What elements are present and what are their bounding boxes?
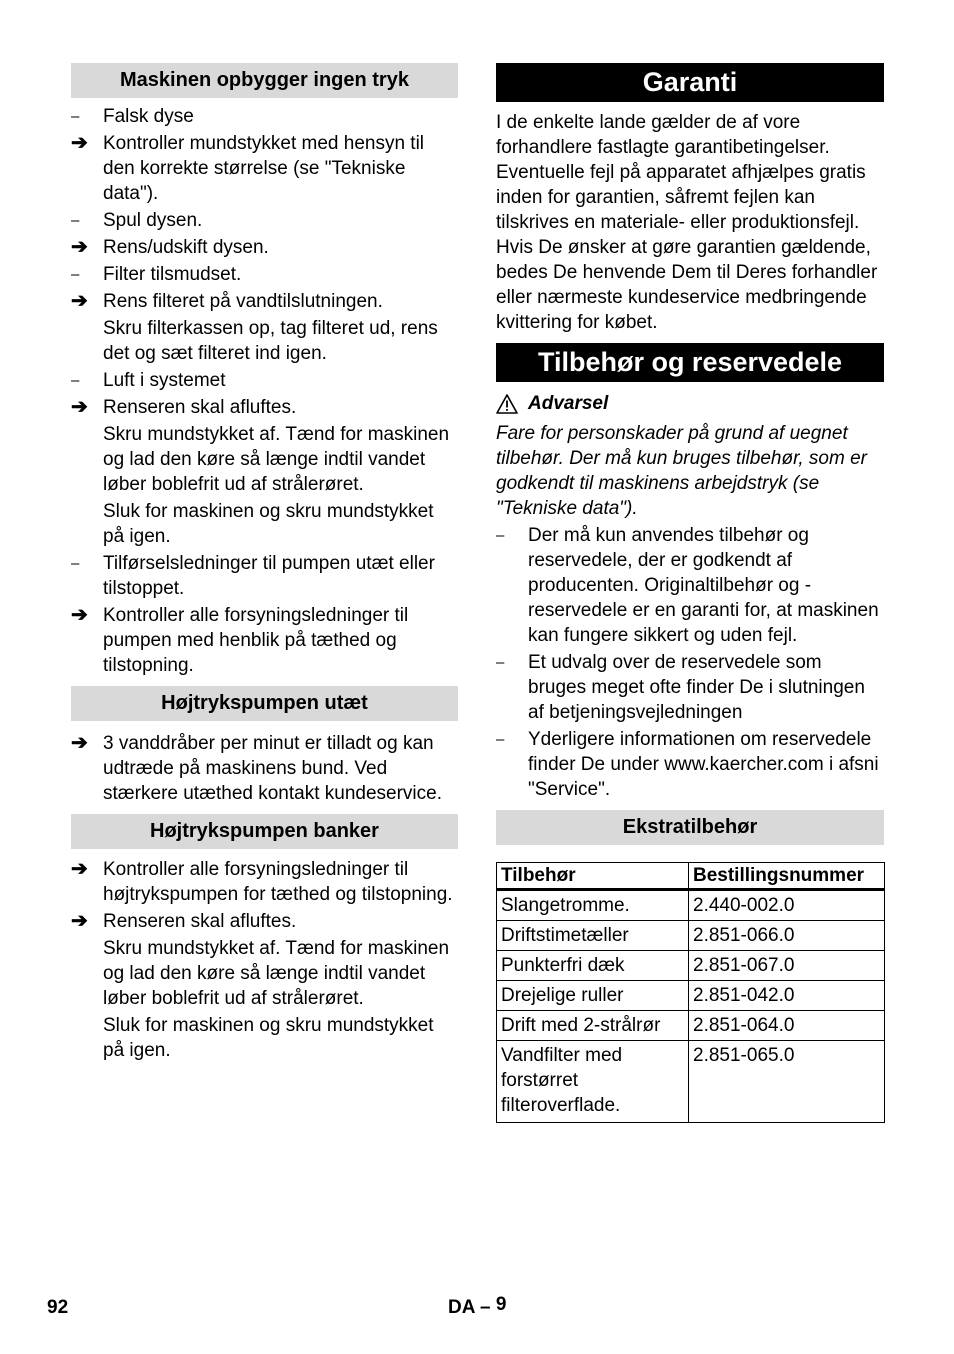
- accessory-name-cell: Driftstimetæller: [497, 921, 689, 951]
- warning-triangle-icon: [496, 394, 518, 414]
- order-number-cell: 2.851-065.0: [689, 1041, 885, 1123]
- list-item: [496, 650, 884, 725]
- list-item: [71, 289, 458, 314]
- table-row: [497, 981, 885, 1011]
- order-number-cell: 2.851-042.0: [689, 981, 885, 1011]
- list-item: [496, 523, 884, 648]
- list-item-continuation: Skru mundstykket af. Tænd for maskinen og lad den køre så længe indtil vandet løber boblefrit ud af strålerøret.: [103, 424, 450, 495]
- list-item: [71, 208, 458, 233]
- dash-icon: –: [71, 372, 80, 389]
- list-item-continuation: Skru filterkassen op, tag filteret ud, rens det og sæt filteret ind igen.: [103, 318, 438, 364]
- list-item-continuation: Sluk for maskinen og skru mundstykket på igen.: [103, 501, 434, 547]
- arrow-right-icon: ➔: [71, 290, 88, 312]
- arrow-right-icon: ➔: [71, 236, 88, 258]
- section-heading-ekstratilbehor: Ekstratilbehør: [496, 810, 884, 845]
- table-row: [497, 951, 885, 981]
- bullet-list: [496, 523, 884, 802]
- section-page-number: 9: [495, 1294, 507, 1315]
- list-item-text: Renseren skal afluftes.: [103, 911, 297, 932]
- accessory-name-cell: Slangetromme.: [497, 890, 689, 921]
- list-item-continuation: Skru mundstykket af. Tænd for maskinen og lad den køre så længe indtil vandet løber boblefrit ud af strålerøret.: [103, 938, 450, 1009]
- dash-icon: –: [71, 266, 80, 283]
- list-item: [71, 603, 458, 678]
- list-item: [71, 731, 458, 806]
- dash-icon: –: [496, 527, 505, 544]
- bullet-list: [71, 731, 458, 806]
- table-row: [497, 890, 885, 921]
- garanti-text: I de enkelte lande gælder de af vore forhandlere fastlagte garantibetingelser. Eventuelle fejl på apparatet afhjælpes gratis inden for garantien, såfremt fejlen kan tilskrives en materiale- eller produktionsfejl. Hvis De ønsker at gøre garantien gældende, bedes De henvende Dem til Deres forhandler eller nærmeste kundeservice medbringende kvittering for købet.: [496, 112, 878, 333]
- dash-icon: –: [71, 555, 80, 572]
- dash-icon: –: [71, 212, 80, 229]
- accessory-name-cell: Vandfilter med forstørret filteroverflade.: [497, 1041, 689, 1123]
- list-item: [71, 909, 458, 934]
- list-item-text: Kontroller mundstykket med hensyn til den korrekte størrelse (se "Tekniske data").: [103, 133, 425, 204]
- list-item-text: Rens filteret på vandtilslutningen.: [103, 291, 383, 312]
- order-number-cell: 2.851-066.0: [689, 921, 885, 951]
- list-item: [71, 551, 458, 601]
- list-item: [496, 727, 884, 802]
- list-item-text: Yderligere informationen om reservedele finder De under www.kaercher.com i afsni "Service".: [528, 729, 879, 800]
- section-heading: Højtrykspumpen banker: [71, 814, 458, 849]
- left-column: [71, 63, 458, 1065]
- order-number-cell: 2.851-064.0: [689, 1011, 885, 1041]
- arrow-right-icon: ➔: [71, 732, 88, 754]
- accessory-name-cell: Drift med 2-strålrør: [497, 1011, 689, 1041]
- accessory-name-cell: Punkterfri dæk: [497, 951, 689, 981]
- accessory-name-cell: Drejelige ruller: [497, 981, 689, 1011]
- dash-icon: –: [71, 108, 80, 125]
- table-header-row: [497, 863, 885, 890]
- list-item-text: Kontroller alle forsyningsledninger til pumpen med henblik på tæthed og tilstopning.: [103, 605, 409, 676]
- section-heading: Maskinen opbygger ingen tryk: [71, 63, 458, 98]
- list-item: [71, 857, 458, 907]
- section-title-tilbehor: Tilbehør og reservedele: [496, 343, 884, 382]
- list-item-text: Et udvalg over de reservedele som bruges meget ofte finder De i slutningen af betjeningsvejledningen: [528, 652, 865, 723]
- list-item: [71, 262, 458, 287]
- list-item-text: Tilførselsledninger til pumpen utæt eller tilstoppet.: [103, 553, 435, 599]
- list-item-text: Filter tilsmudset.: [103, 264, 242, 285]
- accessories-table: [496, 862, 885, 1123]
- order-number-cell: 2.851-067.0: [689, 951, 885, 981]
- list-item-text: Renseren skal afluftes.: [103, 397, 297, 418]
- section-heading: Højtrykspumpen utæt: [71, 686, 458, 721]
- order-number-cell: 2.440-002.0: [689, 890, 885, 921]
- list-item-text: Spul dysen.: [103, 210, 203, 231]
- list-item-continuation: Sluk for maskinen og skru mundstykket på igen.: [103, 1015, 434, 1061]
- arrow-right-icon: ➔: [71, 858, 88, 880]
- list-item-text: Luft i systemet: [103, 370, 226, 391]
- list-item-text: Kontroller alle forsyningsledninger til højtrykspumpen for tæthed og tilstopning.: [103, 859, 453, 905]
- page-number: 92: [47, 1297, 69, 1318]
- list-item-text: 3 vanddråber per minut er tilladt og kan udtræde på maskinens bund. Ved stærkere utæthed kontakt kundeservice.: [103, 733, 443, 804]
- bullet-list: [71, 104, 458, 678]
- arrow-right-icon: ➔: [71, 910, 88, 932]
- language-page-label: [448, 1294, 507, 1319]
- arrow-right-icon: ➔: [71, 604, 88, 626]
- dash-icon: –: [496, 731, 505, 748]
- table-row: [497, 1011, 885, 1041]
- section-title-garanti: Garanti: [496, 63, 884, 102]
- list-item: [71, 368, 458, 393]
- table-header-cell: Bestillingsnummer: [689, 863, 885, 890]
- warning-label: Advarsel: [528, 393, 609, 414]
- list-item-text: Falsk dyse: [103, 106, 194, 127]
- table-header-cell: Tilbehør: [497, 863, 689, 890]
- bullet-list: [71, 857, 458, 1063]
- right-column: [496, 63, 884, 1123]
- list-item-text: Rens/udskift dysen.: [103, 237, 269, 258]
- list-item: [71, 104, 458, 129]
- arrow-right-icon: ➔: [71, 132, 88, 154]
- arrow-right-icon: ➔: [71, 396, 88, 418]
- table-row: [497, 921, 885, 951]
- list-item: [71, 395, 458, 420]
- list-item: [71, 235, 458, 260]
- language-code: DA –: [448, 1297, 491, 1318]
- dash-icon: –: [496, 654, 505, 671]
- list-item: [71, 131, 458, 206]
- warning-text: Fare for personskader på grund af uegnet tilbehør. Der må kun bruges tilbehør, som er godkendt til maskinens arbejdstryk (se "Tekniske data").: [496, 423, 867, 519]
- table-row: [497, 1041, 885, 1123]
- warning-heading: [496, 391, 884, 416]
- list-item-text: Der må kun anvendes tilbehør og reservedele, der er godkendt af producenten. Originaltilbehør og -reservedele er en garanti for, at maskinen kan fungere sikkert og uden fejl.: [528, 525, 879, 646]
